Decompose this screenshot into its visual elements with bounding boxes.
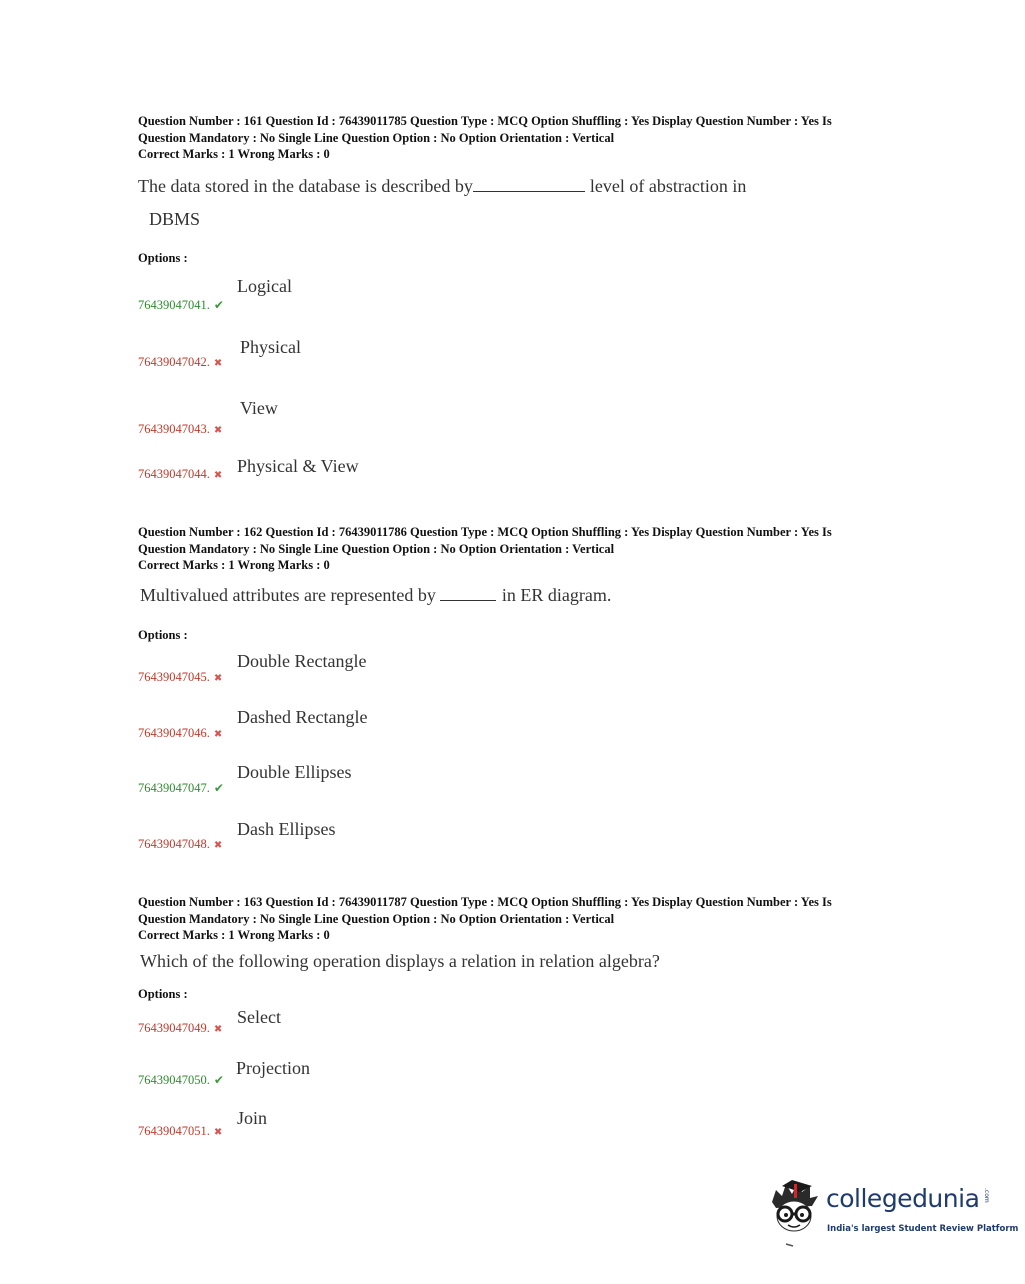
collegedunia-logo[interactable] xyxy=(766,1176,1019,1248)
question-text-part: The data stored in the database is described by xyxy=(138,176,473,196)
question-161-text xyxy=(138,176,746,197)
cross-icon: ✖ xyxy=(213,673,223,684)
options-label: Options : xyxy=(138,251,188,265)
cross-icon: ✖ xyxy=(213,470,223,481)
option-text: Projection xyxy=(236,1058,310,1078)
option-id xyxy=(138,467,222,482)
option-id-label: 76439047049. xyxy=(138,1021,210,1035)
option-text: Double Ellipses xyxy=(237,762,352,782)
answer-blank xyxy=(440,586,496,601)
option-id xyxy=(138,1073,224,1088)
question-162-meta xyxy=(138,524,898,574)
mascot-icon xyxy=(766,1176,824,1248)
option-id-label: 76439047044. xyxy=(138,467,210,481)
question-text-part: in ER diagram. xyxy=(501,585,612,605)
question-163-text: Which of the following operation displays a relation in relation algebra? xyxy=(140,951,660,971)
cross-icon: ✖ xyxy=(213,425,223,436)
option-id-label: 76439047051. xyxy=(138,1124,210,1138)
option-id xyxy=(138,1021,222,1036)
meta-line: Correct Marks : 1 Wrong Marks : 0 xyxy=(138,558,330,572)
option-id xyxy=(138,1124,222,1139)
check-icon: ✔ xyxy=(213,298,224,312)
option-text: Select xyxy=(237,1007,281,1027)
option-id-label: 76439047041. xyxy=(138,298,210,312)
logo-tagline: India's largest Student Review Platform xyxy=(827,1224,1019,1234)
meta-line: Question Mandatory : No Single Line Question Option : No Option Orientation : Vertical xyxy=(138,541,615,556)
cross-icon: ✖ xyxy=(213,840,223,851)
option-text: Physical & View xyxy=(237,456,359,476)
option-id xyxy=(138,298,224,313)
answer-blank xyxy=(473,177,585,192)
logo-com: .com xyxy=(983,1188,990,1203)
meta-line: Correct Marks : 1 Wrong Marks : 0 xyxy=(138,147,330,161)
option-text: Dash Ellipses xyxy=(237,819,336,839)
logo-wordmark: collegedunia xyxy=(826,1184,980,1213)
option-id xyxy=(138,781,224,796)
option-id-label: 76439047046. xyxy=(138,726,210,740)
question-text-part: Multivalued attributes are represented by xyxy=(140,585,436,605)
option-id-label: 76439047048. xyxy=(138,837,210,851)
cross-icon: ✖ xyxy=(213,1024,223,1035)
option-id-label: 76439047043. xyxy=(138,422,210,436)
question-161-text-line2: DBMS xyxy=(149,209,201,229)
option-id xyxy=(138,726,222,741)
option-text: Double Rectangle xyxy=(237,651,367,671)
option-id-label: 76439047045. xyxy=(138,670,210,684)
meta-line: Question Number : 163 Question Id : 76439011787 Question Type : MCQ Option Shuffling : Yes Display Question Number : Yes Is xyxy=(138,895,832,909)
question-161-meta xyxy=(138,113,898,163)
option-id xyxy=(138,355,222,370)
option-text: Join xyxy=(237,1108,268,1128)
options-label: Options : xyxy=(138,987,188,1001)
option-id-label: 76439047050. xyxy=(138,1073,210,1087)
cross-icon: ✖ xyxy=(213,358,223,369)
option-text: Dashed Rectangle xyxy=(237,707,368,727)
question-163-meta xyxy=(138,894,898,944)
options-label: Options : xyxy=(138,628,188,642)
option-text: Physical xyxy=(240,337,301,357)
cross-icon: ✖ xyxy=(213,729,223,740)
option-text: View xyxy=(240,398,278,418)
meta-line: Question Mandatory : No Single Line Question Option : No Option Orientation : Vertical xyxy=(138,911,615,926)
cross-icon: ✖ xyxy=(213,1127,223,1138)
meta-line: Question Mandatory : No Single Line Question Option : No Option Orientation : Vertical xyxy=(138,130,615,145)
option-id xyxy=(138,422,222,437)
question-162-text xyxy=(140,585,611,606)
option-id-label: 76439047042. xyxy=(138,355,210,369)
meta-line: Question Number : 161 Question Id : 76439011785 Question Type : MCQ Option Shuffling : Yes Display Question Number : Yes Is xyxy=(138,114,832,128)
check-icon: ✔ xyxy=(213,781,224,795)
option-id xyxy=(138,670,222,685)
option-id-label: 76439047047. xyxy=(138,781,210,795)
meta-line: Question Number : 162 Question Id : 76439011786 Question Type : MCQ Option Shuffling : Yes Display Question Number : Yes Is xyxy=(138,525,832,539)
option-text: Logical xyxy=(237,276,292,296)
meta-line: Correct Marks : 1 Wrong Marks : 0 xyxy=(138,928,330,942)
option-id xyxy=(138,837,222,852)
check-icon: ✔ xyxy=(213,1073,224,1087)
question-text-part: level of abstraction in xyxy=(589,176,747,196)
